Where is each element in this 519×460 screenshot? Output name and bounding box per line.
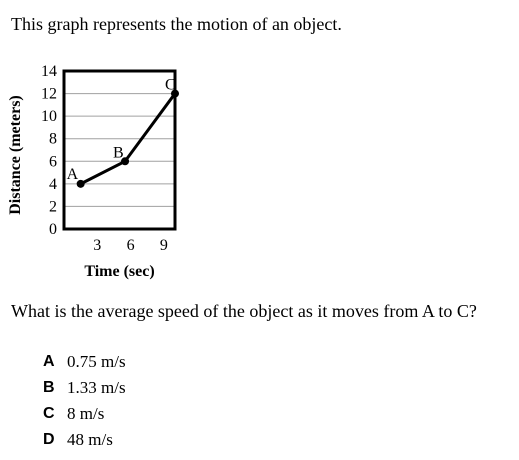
question-prompt: This graph represents the motion of an object. [11, 14, 342, 34]
choice-text: 8 m/s [67, 404, 105, 423]
y-axis-label: Distance (meters) [7, 95, 24, 215]
y-tick-label: 8 [49, 130, 57, 148]
distance-time-chart [0, 55, 200, 285]
chart-svg [0, 55, 200, 285]
x-tick-label: 6 [126, 237, 135, 254]
point-label: B [113, 144, 124, 162]
x-axis-label: Time (sec) [84, 263, 155, 280]
choice-text: 48 m/s [67, 430, 113, 449]
y-tick-label: 4 [49, 175, 57, 193]
choice-letter: D [43, 431, 55, 448]
y-tick-label: 2 [49, 198, 57, 216]
y-tick-label: 14 [41, 63, 57, 80]
y-tick-label: 6 [49, 153, 57, 171]
answer-choice-b[interactable] [43, 375, 126, 401]
choice-letter: B [43, 379, 55, 396]
answer-choices [43, 349, 126, 453]
question-text: What is the average speed of the object as it moves from A to C? [11, 301, 477, 321]
x-tick-labels [93, 237, 168, 254]
y-tick-label: 0 [49, 221, 57, 238]
y-tick-label: 10 [41, 108, 57, 126]
point-label: C [165, 76, 176, 94]
choice-text: 0.75 m/s [67, 352, 126, 371]
choice-letter: A [43, 353, 55, 370]
y-tick-labels [41, 63, 57, 238]
x-tick-label: 3 [93, 237, 102, 254]
answer-choice-a[interactable] [43, 349, 126, 375]
x-tick-label: 9 [159, 237, 168, 254]
answer-choice-d[interactable] [43, 427, 126, 453]
y-tick-label: 12 [41, 85, 57, 103]
answer-choice-c[interactable] [43, 401, 126, 427]
point-label: A [66, 165, 79, 183]
choice-text: 1.33 m/s [67, 378, 126, 397]
choice-letter: C [43, 405, 55, 422]
